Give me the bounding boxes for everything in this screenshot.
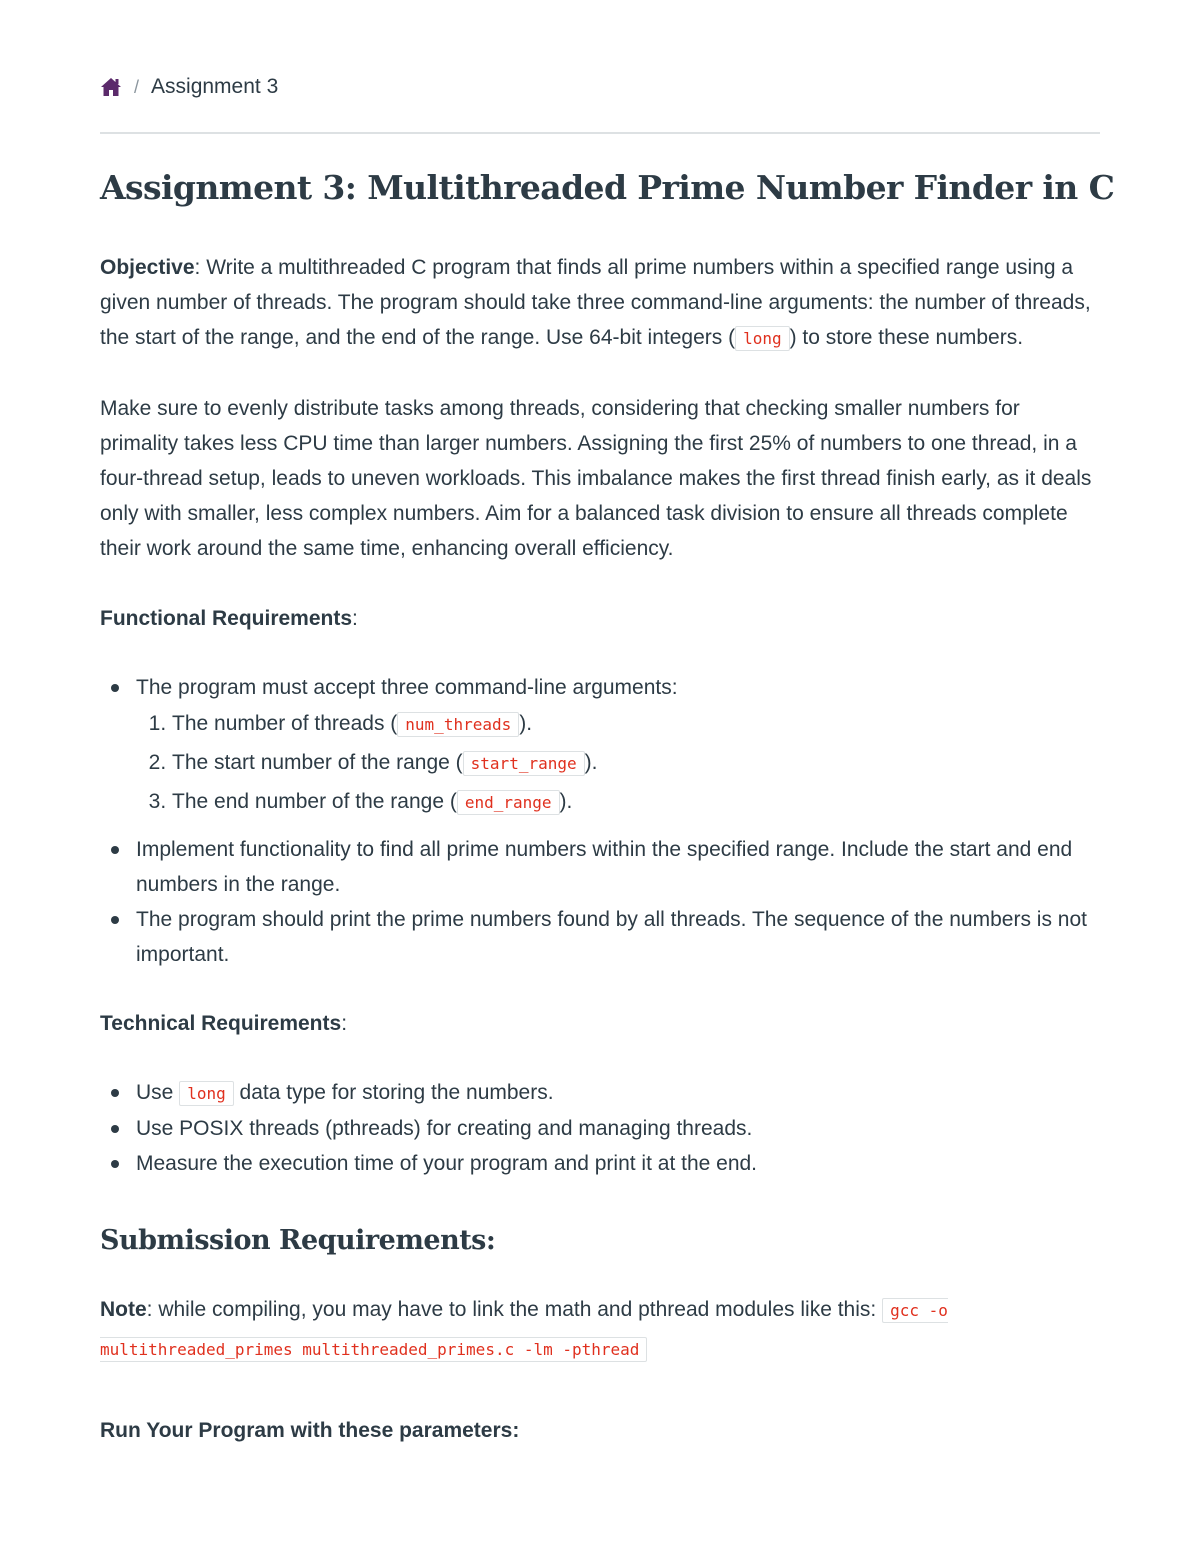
objective-label: Objective	[100, 256, 195, 279]
tech-item-1-pre: Use	[136, 1081, 180, 1104]
objective-code-long: long	[735, 326, 790, 351]
technical-heading-colon: :	[341, 1012, 348, 1035]
list-item: Implement functionality to find all prime numbers within the specified range. Include the start and end numbers in the range.	[136, 832, 1100, 902]
header-divider	[100, 132, 1100, 134]
home-icon[interactable]	[100, 77, 122, 97]
functional-heading-colon: :	[352, 607, 358, 630]
arg-end: ).	[559, 790, 573, 813]
breadcrumb-separator: /	[134, 76, 140, 97]
functional-heading-text: Functional Requirements	[100, 607, 353, 630]
functional-item-1: The program must accept three command-line arguments:	[136, 676, 678, 699]
submission-requirements-heading: Submission Requirements:	[100, 1225, 496, 1256]
note-paragraph	[100, 1291, 1100, 1369]
breadcrumb-current: Assignment 3	[151, 75, 279, 98]
arg-text: The end number of the range (	[172, 790, 457, 813]
list-item	[172, 783, 1100, 822]
note-text: : while compiling, you may have to link the math and pthread modules like this:	[146, 1298, 883, 1321]
list-item	[136, 1075, 1100, 1111]
breadcrumb	[100, 70, 278, 104]
arguments-list	[136, 705, 1100, 822]
list-item: Use POSIX threads (pthreads) for creating and managing threads.	[136, 1111, 1100, 1146]
tech-item-1-post: data type for storing the numbers.	[233, 1081, 554, 1104]
run-program-heading: Run Your Program with these parameters:	[100, 1419, 520, 1442]
code-start-range: start_range	[463, 751, 585, 776]
functional-requirements-heading	[100, 601, 1100, 636]
list-item	[172, 705, 1100, 744]
code-long: long	[179, 1081, 234, 1106]
functional-requirements-list	[100, 670, 1100, 972]
note-label: Note	[100, 1298, 147, 1321]
list-item	[136, 670, 1100, 822]
technical-heading-text: Technical Requirements	[100, 1012, 342, 1035]
objective-text-1: : Write a multithreaded C program that finds all prime numbers within a specified range using a given number of threads. The program should take three command-line arguments: the number of threads, the start of the range, and the end of the range. Use 64-bit integers (	[100, 256, 1091, 349]
arg-text: The start number of the range (	[172, 751, 463, 774]
code-end-range: end_range	[457, 790, 560, 815]
arg-end: ).	[519, 712, 533, 735]
list-item: The program should print the prime numbers found by all threads. The sequence of the numbers is not important.	[136, 902, 1100, 972]
objective-text-2: ) to store these numbers.	[789, 326, 1024, 349]
arg-end: ).	[584, 751, 598, 774]
technical-requirements-list	[100, 1075, 1100, 1181]
code-num-threads: num_threads	[397, 712, 519, 737]
page-title: Assignment 3: Multithreaded Prime Number Finder in C	[100, 168, 1115, 207]
objective-paragraph	[100, 250, 1100, 356]
technical-requirements-heading	[100, 1006, 1100, 1041]
arg-text: The number of threads (	[172, 712, 398, 735]
balance-paragraph: Make sure to evenly distribute tasks among threads, considering that checking smaller numbers for primality takes less CPU time than larger numbers. Assigning the first 25% of numbers to one thread, in a four-thread setup, leads to uneven workloads. This imbalance makes the first thread finish early, as it deals only with smaller, less complex numbers. Aim for a balanced task division to ensure all threads complete their work around the same time, enhancing overall efficiency.	[100, 397, 1092, 560]
assignment-body	[100, 250, 1100, 1448]
compile-command-code: gcc -o multithreaded_primes multithreaded_primes.c -lm -pthread	[100, 1298, 948, 1362]
list-item	[172, 744, 1100, 783]
list-item: Measure the execution time of your program and print it at the end.	[136, 1146, 1100, 1181]
